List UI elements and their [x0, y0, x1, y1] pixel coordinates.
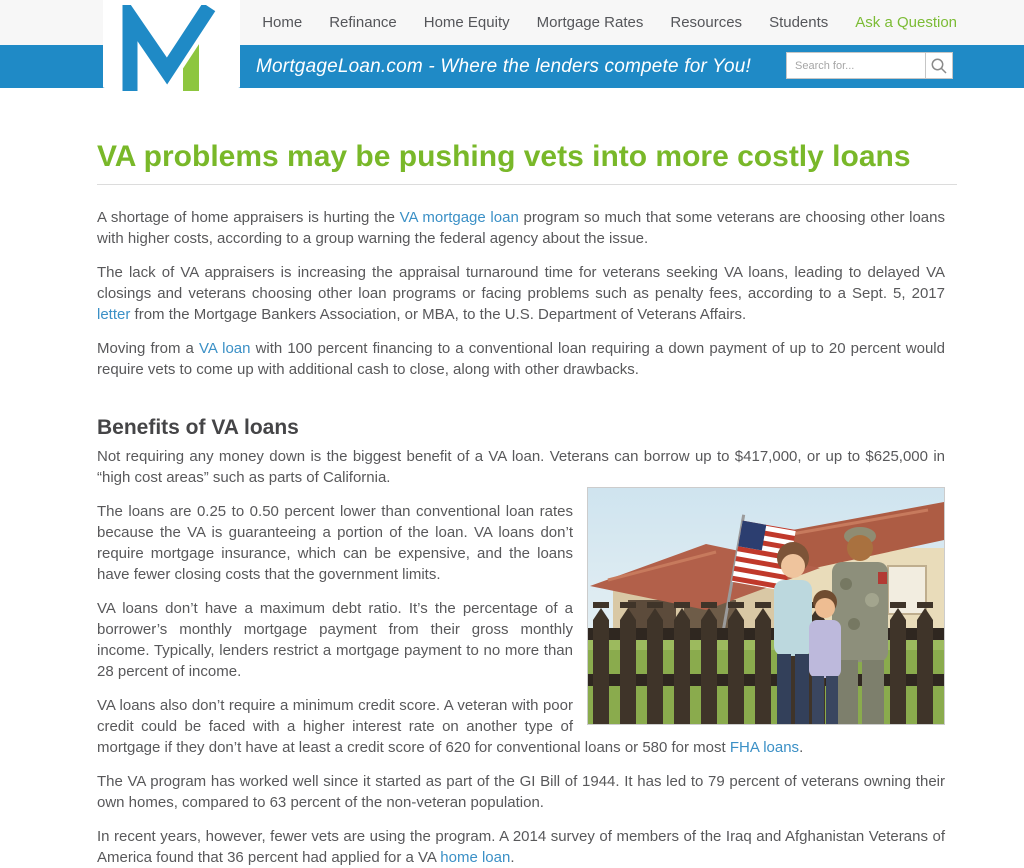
- paragraph-text: Moving from a: [97, 340, 199, 357]
- paragraph-text: VA loans also don’t require a minimum credit score. A veteran with poor credit could be faced with a higher interest rate on another type of mortgage if they don’t have at least a credit score of 620 for conventional loans or 580 for most: [97, 697, 730, 756]
- paragraph-text: Not requiring any money down is the biggest benefit of a VA loan. Veterans can borrow up to $417,000, or up to $625,000 in “high cost areas” such as parts of California.: [97, 448, 945, 486]
- inline-link[interactable]: FHA loans: [729, 739, 800, 756]
- article: [97, 112, 957, 868]
- paragraph-text: The loans are 0.25 to 0.50 percent lower than conventional loan rates because the VA is guaranteeing a portion of the loan. VA loans don’t require mortgage insurance, which can be expensive, and the loans have fewer closing costs that the government limits.: [97, 503, 573, 583]
- benefits-section: [97, 416, 957, 868]
- paragraph-text: A shortage of home appraisers is hurting the: [97, 209, 400, 226]
- benefits-lead-paragraph: [97, 446, 957, 488]
- article-paragraph: [97, 446, 957, 488]
- paragraph-text: .: [510, 849, 515, 866]
- title-divider: [97, 184, 957, 185]
- mortgageloan-m-icon: [121, 5, 221, 91]
- inline-link[interactable]: home loan: [440, 849, 511, 866]
- inline-link[interactable]: letter: [97, 306, 131, 323]
- nav-item-ask-a-question[interactable]: Ask a Question: [855, 14, 957, 31]
- search-button[interactable]: [925, 53, 952, 78]
- article-paragraph: [97, 771, 957, 813]
- main-nav: [262, 0, 957, 45]
- nav-item-home-equity[interactable]: Home Equity: [423, 14, 510, 31]
- article-photo: [587, 487, 945, 725]
- search-box: [786, 52, 953, 79]
- site-header: [0, 0, 1024, 112]
- nav-item-resources[interactable]: Resources: [670, 14, 743, 31]
- nav-item-mortgage-rates[interactable]: Mortgage Rates: [536, 14, 644, 31]
- nav-item-refinance[interactable]: Refinance: [329, 14, 397, 31]
- article-title: VA problems may be pushing vets into more costly loans: [97, 140, 911, 173]
- nav-item-students[interactable]: Students: [769, 14, 829, 31]
- paragraph-text: from the Mortgage Bankers Association, or MBA, to the U.S. Department of Veterans Affairs.: [130, 306, 747, 323]
- inline-link[interactable]: VA mortgage loan: [399, 209, 519, 226]
- article-paragraph: [97, 338, 957, 380]
- inline-link[interactable]: VA loan: [198, 340, 251, 357]
- military-family-photo: [588, 488, 944, 724]
- nav-item-home[interactable]: Home: [262, 14, 303, 31]
- paragraph-text: In recent years, however, fewer vets are using the program. A 2014 survey of members of the Iraq and Afghanistan Veterans of America found that 36 percent had applied for a VA: [97, 828, 945, 866]
- intro-paragraphs: [97, 207, 957, 380]
- article-paragraph: [97, 262, 957, 325]
- paragraph-text: with 100 percent financing to a conventional loan requiring a down payment of up to 20 percent would require vets to come up with additional cash to close, along with other drawbacks.: [97, 340, 945, 378]
- site-tagline: MortgageLoan.com - Where the lenders compete for You!: [256, 55, 752, 77]
- paragraph-text: program so much that some veterans are choosing other loans with higher costs, according to a group warning the federal agency about the issue.: [97, 209, 945, 247]
- section-heading: Benefits of VA loans: [97, 416, 299, 439]
- site-logo[interactable]: [103, 0, 240, 112]
- article-paragraph: [97, 207, 957, 249]
- paragraph-text: .: [799, 739, 804, 756]
- article-paragraph: [97, 826, 957, 868]
- search-input[interactable]: [787, 53, 925, 78]
- paragraph-text: The lack of VA appraisers is increasing the appraisal turnaround time for veterans seeking VA loans, leading to delayed VA closings and veterans choosing other loan programs or facing problems such as penalty fees, according to a Sept. 5, 2017: [97, 264, 945, 302]
- search-icon: [930, 57, 948, 75]
- paragraph-text: The VA program has worked well since it started as part of the GI Bill of 1944. It has led to 79 percent of veterans owning their own homes, compared to 63 percent of the non-veteran population.: [97, 773, 945, 811]
- paragraph-text: VA loans don’t have a maximum debt ratio. It’s the percentage of a borrower’s monthly mortgage payment from their gross monthly income. Typically, lenders restrict a mortgage payment to no more than 28 percent of income.: [97, 600, 573, 680]
